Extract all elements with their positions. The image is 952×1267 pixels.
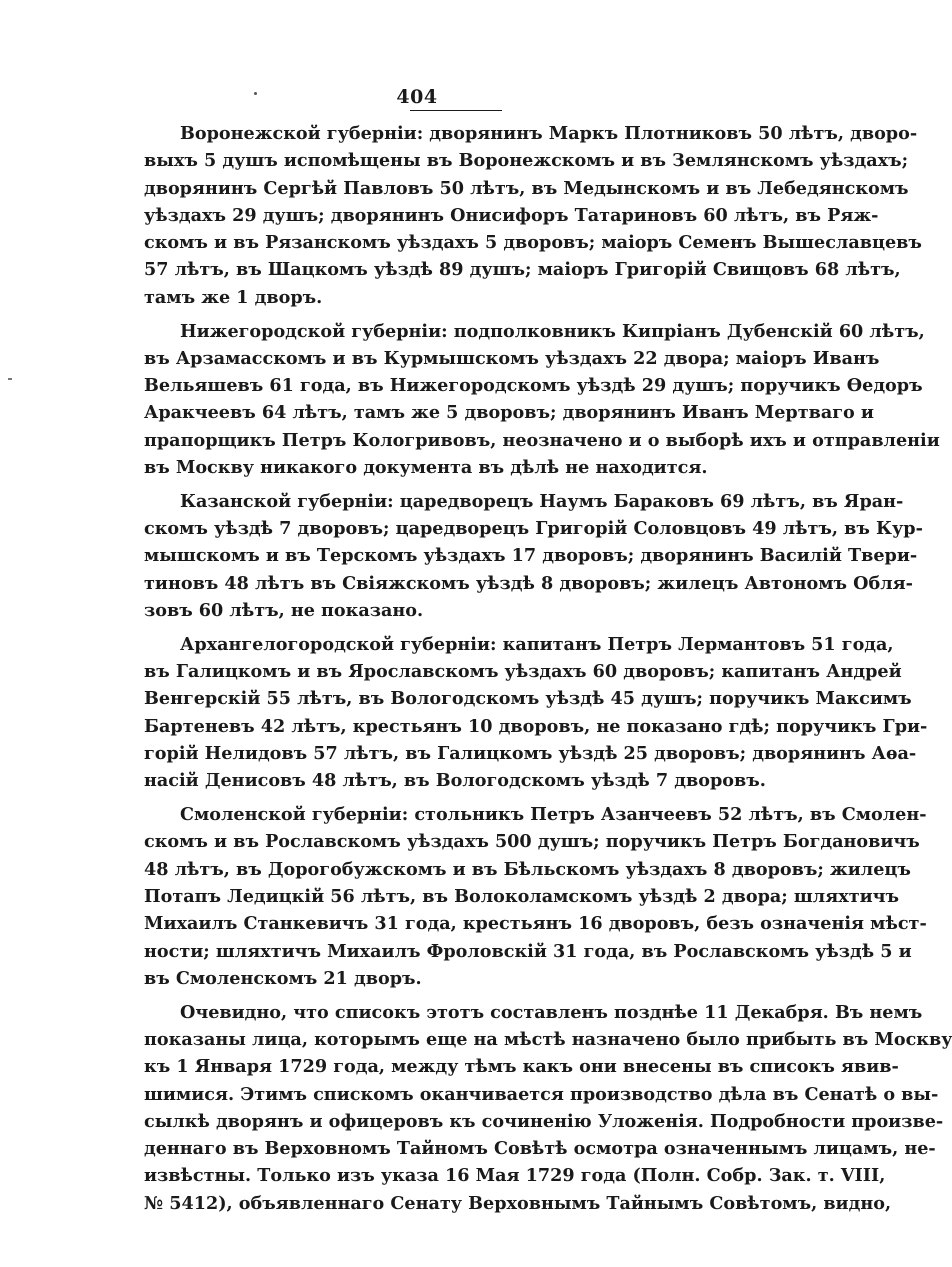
- text-line: Вельяшевъ 61 года, въ Нижегородскомъ уѣздѣ 29 душъ; поручикъ Ѳедоръ: [144, 375, 923, 397]
- text-line: 57 лѣтъ, въ Шацкомъ уѣздѣ 89 душъ; маіоръ Григорій Свищовъ 68 лѣтъ,: [144, 259, 901, 281]
- text-line: тиновъ 48 лѣтъ въ Свіяжскомъ уѣздѣ 8 дворовъ; жилецъ Автономъ Обля-: [144, 572, 913, 594]
- text-line: Смоленской губерніи: стольникъ Петръ Азанчеевъ 52 лѣтъ, въ Смолен-: [180, 804, 927, 826]
- text-line: зовъ 60 лѣтъ, не показано.: [144, 600, 424, 622]
- text-line: прапорщикъ Петръ Кологривовъ, неозначено и о выборѣ ихъ и отправленіи: [144, 429, 940, 451]
- text-line: Архангелогородской губерніи: капитанъ Петръ Лермантовъ 51 года,: [180, 633, 894, 655]
- text-line: въ Москву никакого документа въ дѣлѣ не находится.: [144, 457, 708, 479]
- text-line: сылкѣ дворянъ и офицеровъ къ сочиненію Уложенія. Подробности произве-: [144, 1110, 944, 1132]
- text-line: скомъ уѣздѣ 7 дворовъ; царедворецъ Григорій Соловцовъ 49 лѣтъ, въ Кур-: [144, 518, 923, 540]
- text-line: извѣстны. Только изъ указа 16 Мая 1729 года (Полн. Собр. Зак. т. VIII,: [144, 1165, 886, 1187]
- text-line: къ 1 Января 1729 года, между тѣмъ какъ они внесены въ списокъ явив-: [144, 1056, 899, 1078]
- text-line: Воронежской губерніи: дворянинъ Маркъ Плотниковъ 50 лѣтъ, дворо-: [180, 123, 918, 144]
- text-line: показаны лица, которымъ еще на мѣстѣ назначено было прибыть въ Москву: [144, 1029, 952, 1050]
- page-number-rule: [410, 110, 502, 111]
- text-line: Потапъ Ледицкій 56 лѣтъ, въ Волоколамскомъ уѣздѣ 2 двора; шляхтичъ: [144, 886, 900, 908]
- text-line: ности; шляхтичъ Михаилъ Фроловскій 31 года, въ Рославскомъ уѣздѣ 5 и: [144, 940, 912, 962]
- text-line: дворянинъ Сергѣй Павловъ 50 лѣтъ, въ Медынскомъ и въ Лебедянскомъ: [144, 177, 909, 199]
- text-line: въ Арзамасскомъ и въ Курмышскомъ уѣздахъ 22 двора; маіоръ Иванъ: [144, 347, 880, 369]
- paragraph: [144, 318, 940, 482]
- text-line: скомъ и въ Рославскомъ уѣздахъ 500 душъ; поручикъ Петръ Богдановичъ: [144, 831, 920, 853]
- text-line: Казанской губерніи: царедворецъ Наумъ Бараковъ 69 лѣтъ, въ Яран-: [180, 490, 904, 512]
- text-line: насій Денисовъ 48 лѣтъ, въ Вологодскомъ уѣздѣ 7 дворовъ.: [144, 770, 766, 792]
- paragraph: [144, 999, 952, 1217]
- text-line: Очевидно, что списокъ этотъ составленъ позднѣе 11 Декабря. Въ немъ: [180, 1001, 923, 1023]
- text-line: скомъ и въ Рязанскомъ уѣздахъ 5 дворовъ; маіоръ Семенъ Вышеславцевъ: [144, 232, 922, 254]
- body-text: [144, 120, 952, 1224]
- text-line: деннаго въ Верховномъ Тайномъ Совѣтѣ осмотра означеннымъ лицамъ, не-: [144, 1138, 936, 1160]
- paragraph: [144, 488, 923, 624]
- paragraph: [144, 801, 927, 992]
- text-line: въ Галицкомъ и въ Ярославскомъ уѣздахъ 60 дворовъ; капитанъ Андрей: [144, 661, 902, 683]
- text-line: Аракчеевъ 64 лѣтъ, тамъ же 5 дворовъ; дворянинъ Иванъ Мертваго и: [144, 402, 874, 424]
- text-line: шимися. Этимъ спискомъ оканчивается производство дѣла въ Сенатѣ о вы-: [144, 1083, 939, 1105]
- text-line: 48 лѣтъ, въ Дорогобужскомъ и въ Бѣльскомъ уѣздахъ 8 дворовъ; жилецъ: [144, 858, 911, 880]
- scan-speck: [8, 378, 12, 380]
- text-line: горій Нелидовъ 57 лѣтъ, въ Галицкомъ уѣздѣ 25 дворовъ; дворянинъ Аѳа-: [144, 743, 917, 765]
- text-line: Нижегородской губерніи: подполковникъ Кипріанъ Дубенскій 60 лѣтъ,: [180, 320, 925, 342]
- text-line: уѣздахъ 29 душъ; дворянинъ Онисифоръ Татариновъ 60 лѣтъ, въ Ряж-: [144, 204, 879, 226]
- paragraph: [144, 631, 928, 795]
- text-line: выхъ 5 душъ испомѣщены въ Воронежскомъ и въ Землянскомъ уѣздахъ;: [144, 150, 909, 172]
- paragraph: [144, 120, 922, 311]
- text-line: Михаилъ Станкевичъ 31 года, крестьянъ 16 дворовъ, безъ означенія мѣст-: [144, 913, 927, 935]
- text-line: Венгерскій 55 лѣтъ, въ Вологодскомъ уѣздѣ 45 душъ; поручикъ Максимъ: [144, 688, 912, 710]
- text-line: мышскомъ и въ Терскомъ уѣздахъ 17 дворовъ; дворянинъ Василій Твери-: [144, 545, 918, 567]
- text-line: тамъ же 1 дворъ.: [144, 286, 323, 308]
- text-line: въ Смоленскомъ 21 дворъ.: [144, 967, 422, 989]
- text-line: Бартеневъ 42 лѣтъ, крестьянъ 10 дворовъ, не показано гдѣ; поручикъ Гри-: [144, 715, 928, 737]
- text-line: № 5412), объявленнаго Сенату Верховнымъ Тайнымъ Совѣтомъ, видно,: [144, 1192, 892, 1214]
- page-number: 404: [396, 86, 438, 108]
